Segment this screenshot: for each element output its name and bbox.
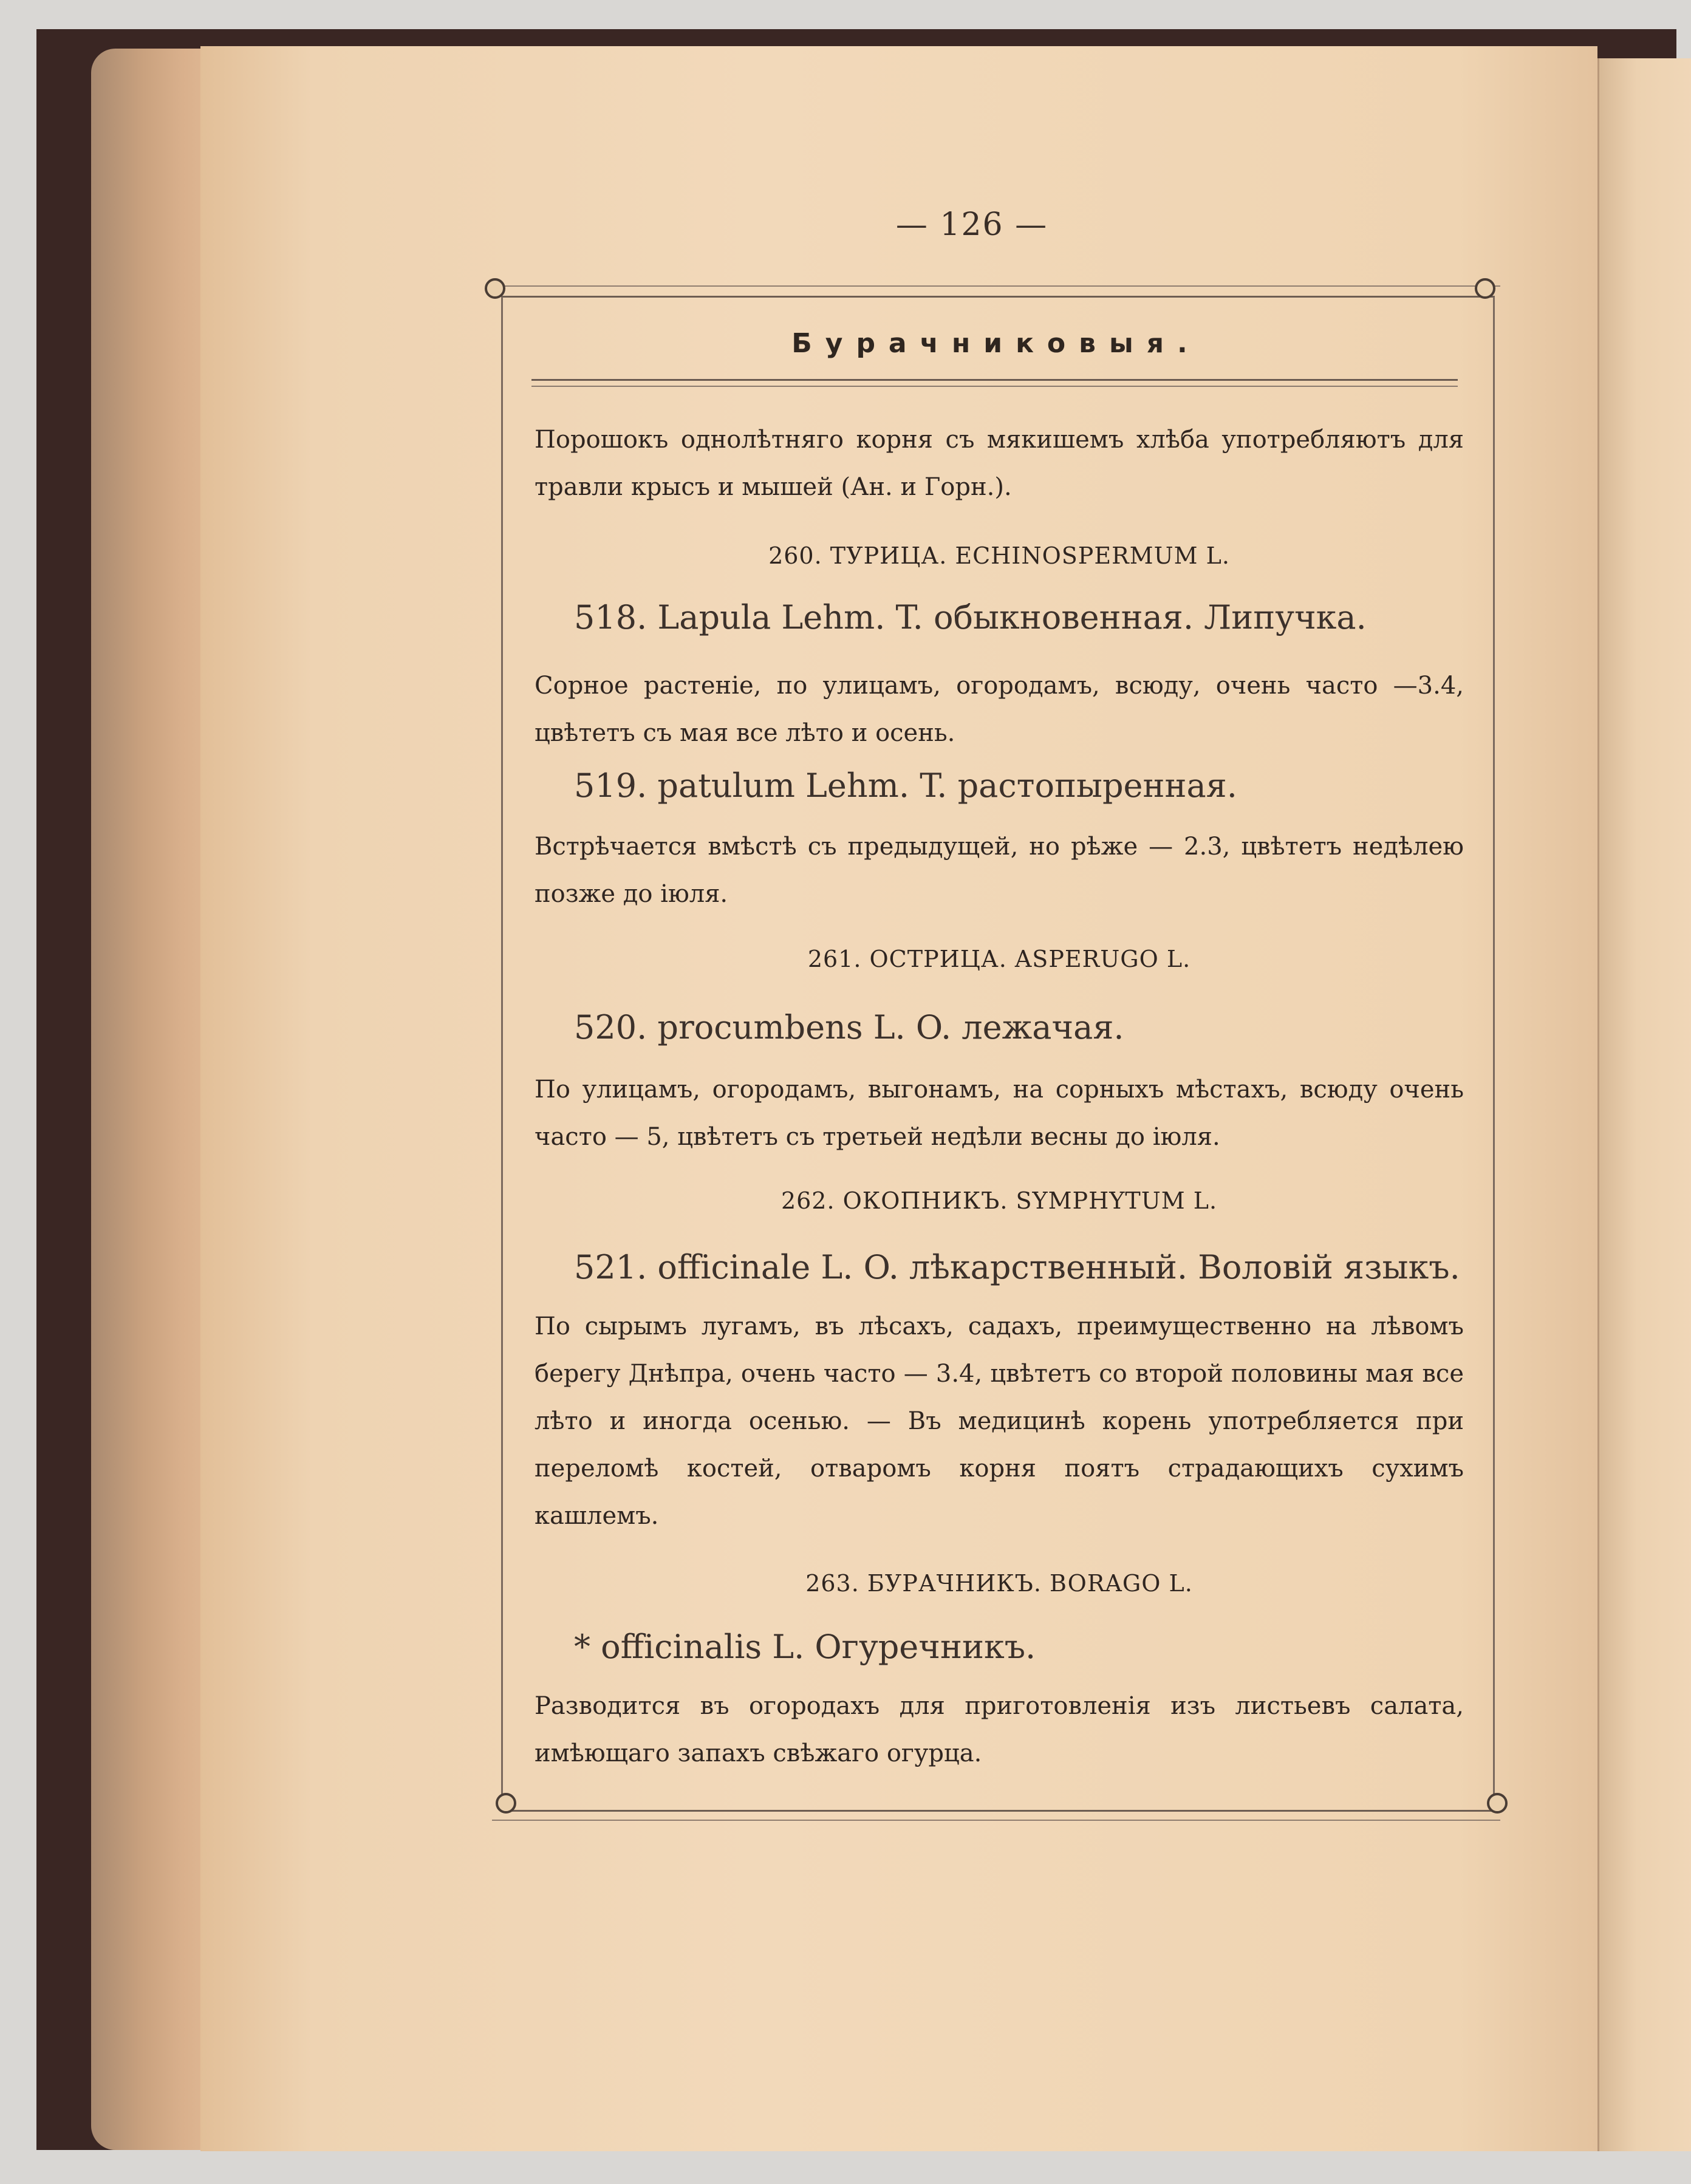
frame-corner-ornament — [496, 1793, 516, 1814]
species-description: Разводится въ огородахъ для приготовленія изъ листьевъ салата, имѣющаго запахъ свѣжаго огурца. — [535, 1692, 1464, 1767]
frame-corner-ornament — [1475, 278, 1495, 299]
frame-corner-ornament — [1487, 1793, 1508, 1814]
species-title: 519. patulum Lehm. T. растопыренная. — [574, 766, 1237, 805]
species-title: * officinalis L. Огуречникъ. — [574, 1628, 1036, 1666]
species-title: 520. procumbens L. O. лежачая. — [574, 1008, 1124, 1046]
species-description: По улицамъ, огородамъ, выгонамъ, на сорныхъ мѣстахъ, всюду очень часто — 5, цвѣтетъ съ третьей недѣли весны до іюля. — [535, 1076, 1464, 1151]
genus-heading: 260. ТУРИЦА. ECHINOSPERMUM L. — [768, 542, 1230, 569]
genus-heading: 262. ОКОПНИКЪ. SYMPHYTUM L. — [781, 1187, 1218, 1214]
intro-paragraph: Порошокъ однолѣтняго корня съ мякишемъ хлѣба употребляютъ для травли крысъ и мышей (Ан. и Горн.). — [535, 426, 1464, 501]
species-title: 521. officinale L. O. лѣкарственный. Воловій языкъ. — [574, 1248, 1460, 1286]
species-title: 518. Lapula Lehm. T. обыкновенная. Липучка. — [574, 598, 1367, 636]
title-rule — [531, 379, 1458, 387]
frame-corner-ornament — [485, 278, 505, 299]
species-description: Встрѣчается вмѣстѣ съ предыдущей, но рѣже — 2.3, цвѣтетъ недѣлею позже до іюля. — [535, 833, 1464, 908]
genus-heading: 263. БУРАЧНИКЪ. BORAGO L. — [805, 1570, 1193, 1597]
page-number: — 126 — — [895, 206, 1048, 243]
species-description: По сырымъ лугамъ, въ лѣсахъ, садахъ, преимущественно на лѣвомъ берегу Днѣпра, очень часто — 3.4, цвѣтетъ со второй половины мая все лѣто и иногда осенью. — Въ медицинѣ корень употребляется при переломѣ костей, отваромъ корня поятъ страдающихъ сухимъ кашлемъ. — [535, 1312, 1464, 1530]
species-description: Сорное растеніе, по улицамъ, огородамъ, всюду, очень часто —3.4, цвѣтетъ съ мая все лѣто и осень. — [535, 672, 1464, 747]
section-title: Бурачниковыя. — [791, 328, 1201, 359]
facing-page-edge — [1597, 58, 1691, 2151]
genus-heading: 261. ОСТРИЦА. ASPERUGO L. — [807, 946, 1191, 972]
